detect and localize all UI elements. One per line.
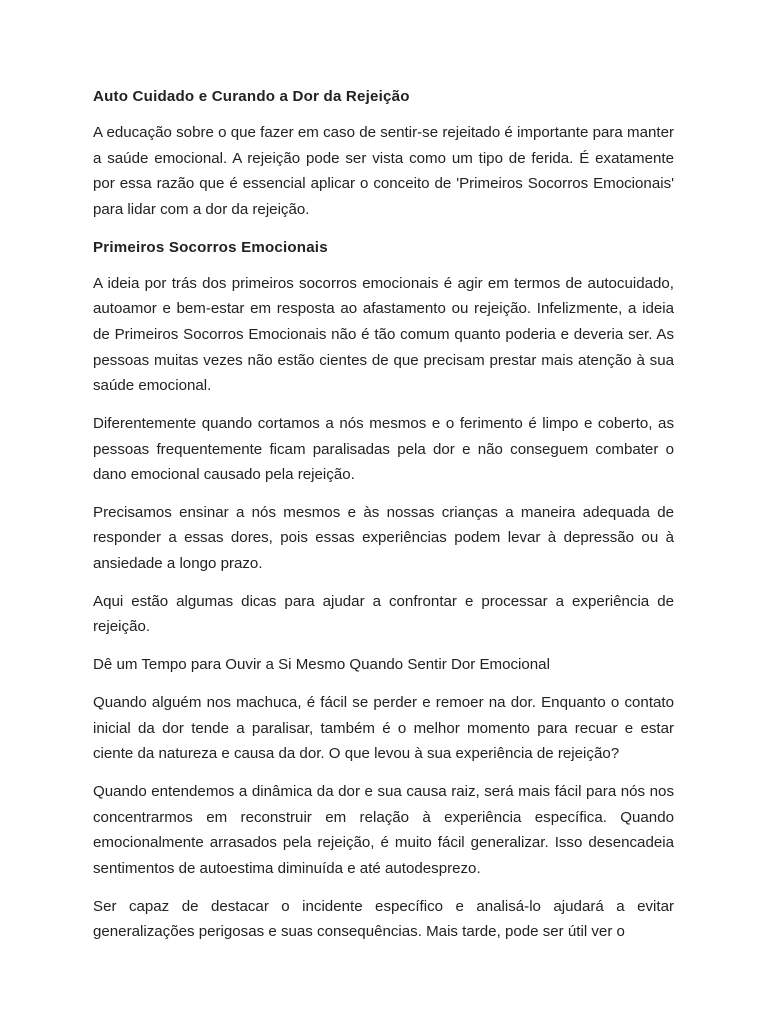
- document-body: [93, 84, 674, 957]
- paragraph-ser-capaz: Ser capaz de destacar o incidente específico e analisá-lo ajudará a evitar generalizações perigosas e suas consequências. Mais tarde, pode ser útil ver o: [93, 897, 674, 941]
- document-title: Auto Cuidado e Curando a Dor da Rejeição: [93, 88, 410, 105]
- subheading-de-um-tempo: Dê um Tempo para Ouvir a Si Mesmo Quando Sentir Dor Emocional: [93, 656, 550, 674]
- paragraph-intro: A educação sobre o que fazer em caso de sentir-se rejeitado é importante para manter a saúde emocional. A rejeição pode ser vista como um tipo de ferida. É exatamente por essa razão que é essencial aplicar o conceito de 'Primeiros Socorros Emocionais' para lidar com a dor da rejeição.: [93, 124, 674, 218]
- paragraph-quando-alguem: Quando alguém nos machuca, é fácil se perder e remoer na dor. Enquanto o contato inicial da dor tende a paralisar, também é o melhor momento para recuar e estar ciente da natureza e causa da dor. O que levou à sua experiência de rejeição?: [93, 694, 674, 763]
- paragraph-ideia: A ideia por trás dos primeiros socorros emocionais é agir em termos de autocuidado, autoamor e bem-estar em resposta ao afastamento ou rejeição. Infelizmente, a ideia de Primeiros Socorros Emocionais não é tão comum quanto poderia e deveria ser. As pessoas muitas vezes não estão cientes de que precisam prestar mais atenção à sua saúde emocional.: [93, 274, 674, 395]
- paragraph-dicas: Aqui estão algumas dicas para ajudar a confrontar e processar a experiência de rejeição.: [93, 592, 674, 636]
- paragraph-precisamos: Precisamos ensinar a nós mesmos e às nossas crianças a maneira adequada de responder a essas dores, pois essas experiências podem levar à depressão ou à ansiedade a longo prazo.: [93, 503, 674, 573]
- section-heading-primeiros-socorros: Primeiros Socorros Emocionais: [93, 238, 328, 256]
- paragraph-quando-entendemos: Quando entendemos a dinâmica da dor e sua causa raiz, será mais fácil para nós nos concentrarmos em reconstruir em relação à experiência específica. Quando emocionalmente arrasados pela rejeição, é muito fácil generalizar. Isso desencadeia sentimentos de autoestima diminuída e até autodesprezo.: [93, 782, 674, 877]
- paragraph-diferentemente: Diferentemente quando cortamos a nós mesmos e o ferimento é limpo e coberto, as pessoas frequentemente ficam paralisadas pela dor e não conseguem combater o dano emocional causado pela rejeição.: [93, 414, 674, 484]
